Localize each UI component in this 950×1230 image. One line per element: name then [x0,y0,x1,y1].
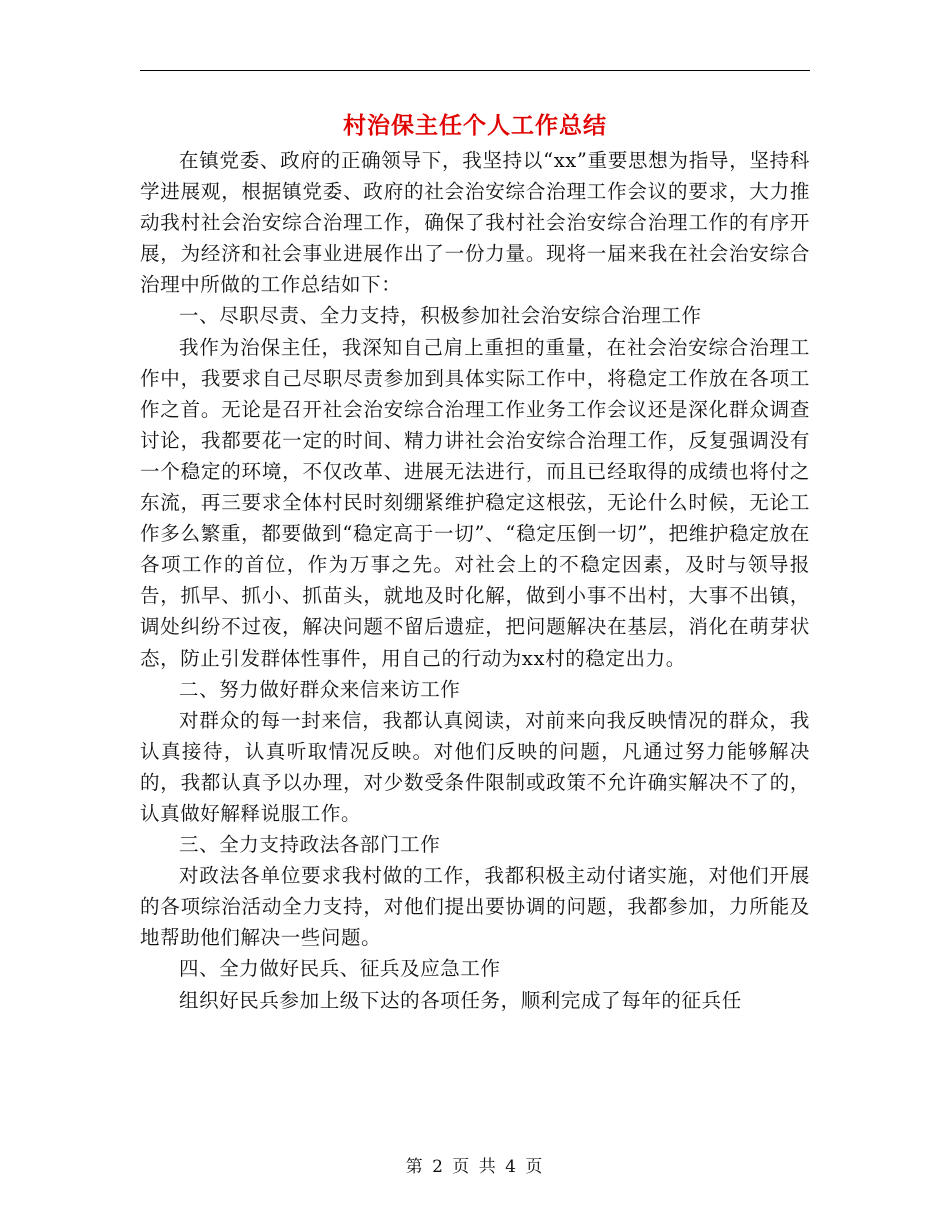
paragraph-intro: 在镇党委、政府的正确领导下，我坚持以“xx”重要思想为指导，坚持科学进展观，根据镇党委、政府的社会治安综合治理工作会议的要求，大力推动我村社会治安综合治理工作，确保了我村社会治安综合治理工作的有序开展，为经济和社会事业进展作出了一份力量。现将一届来我在社会治安综合治理中所做的工作总结如下： [140,149,810,297]
section-heading-3: 三、全力支持政法各部门工作 [179,833,441,857]
paragraph-section-4: 组织好民兵参加上级下达的各项任务，顺利完成了每年的征兵任 [179,988,742,1012]
document-body [140,145,810,1016]
page-number-footer: 第 2 页 共 4 页 [405,1157,545,1177]
paragraph-section-2: 对群众的每一封来信，我都认真阅读，对前来向我反映情况的群众，我认真接待，认真听取情况反映。对他们反映的问题，凡通过努力能够解决的，我都认真予以办理，对少数受条件限制或政策不允许确实解决不了的，认真做好解释说服工作。 [140,708,810,825]
section-heading-4: 四、全力做好民兵、征兵及应急工作 [179,957,501,981]
paragraph-section-3: 对政法各单位要求我村做的工作，我都积极主动付诸实施，对他们开展的各项综治活动全力支持，对他们提出要协调的问题，我都参加，力所能及地帮助他们解决一些问题。 [140,864,810,950]
section-heading-1: 一、尽职尽责、全力支持，积极参加社会治安综合治理工作 [179,304,702,328]
section-heading-2: 二、努力做好群众来信来访工作 [179,677,461,701]
header-rule [140,70,810,71]
document-title: 村治保主任个人工作总结 [343,112,607,139]
paragraph-section-1: 我作为治保主任，我深知自己肩上重担的重量，在社会治安综合治理工作中，我要求自己尽职尽责参加到具体实际工作中，将稳定工作放在各项工作之首。无论是召开社会治安综合治理工作业务工作会议还是深化群众调查讨论，我都要花一定的时间、精力讲社会治安综合治理工作，反复强调没有一个稳定的环境，不仅改革、进展无法进行，而且已经取得的成绩也将付之东流，再三要求全体村民时刻绷紧维护稳定这根弦，无论什么时候，无论工作多么繁重，都要做到“稳定高于一切”、“稳定压倒一切”，把维护稳定放在各项工作的首位，作为万事之先。对社会上的不稳定因素，及时与领导报告，抓早、抓小、抓苗头，就地及时化解，做到小事不出村，大事不出镇，调处纠纷不过夜，解决问题不留后遗症，把问题解决在基层，消化在萌芽状态，防止引发群体性事件，用自己的行动为xx村的稳定出力。 [140,335,810,670]
